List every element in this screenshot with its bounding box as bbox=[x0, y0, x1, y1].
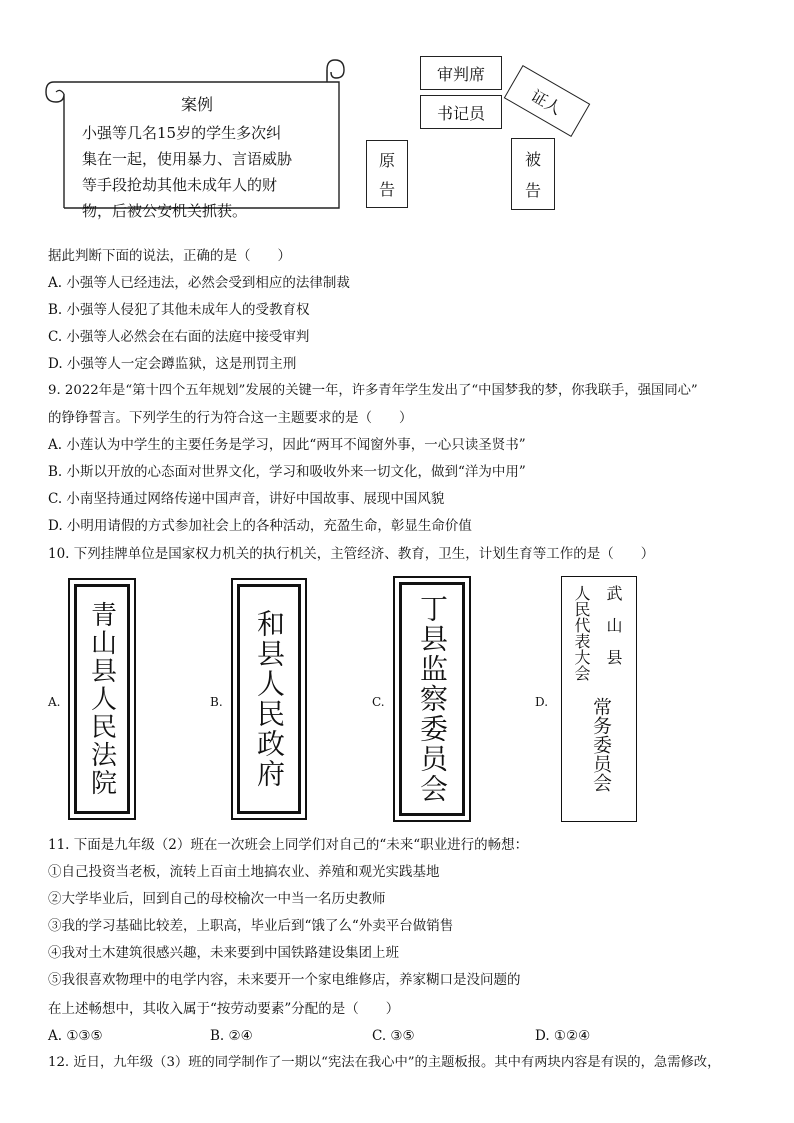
defendant-char: 被 bbox=[524, 150, 541, 169]
sign-c-board bbox=[399, 582, 465, 816]
q10-label-a: A. bbox=[48, 695, 61, 709]
q9-option-c: C. 小南坚持通过网络传递中国声音，讲好中国故事、展现中国风貌 bbox=[48, 491, 445, 507]
sign-d-county-text: 武 山 县 bbox=[604, 585, 623, 665]
q10-stem: 10. 下列挂牌单位是国家权力机关的执行机关，主管经济、教育，卫生，计划生育等工作的是（ ） bbox=[48, 546, 655, 562]
q11-item-4: ④我对土木建筑很感兴趣，未来要到中国铁路建设集团上班 bbox=[48, 945, 399, 961]
defendant-box bbox=[511, 138, 555, 210]
plaintiff-char: 原 bbox=[378, 151, 395, 170]
q9-stem-line2: 的铮铮誓言。下列学生的行为符合这一主题要求的是（ ） bbox=[48, 410, 413, 426]
case-line: 集在一起，使用暴力、言语威胁 bbox=[82, 150, 293, 168]
witness-stand: 证人 bbox=[504, 65, 591, 137]
judge-bench: 审判席 bbox=[420, 56, 502, 90]
q11-stem: 11. 下面是九年级（2）班在一次班会上同学们对自己的“未来“职业进行的畅想： bbox=[48, 837, 529, 853]
q11-item-3: ③我的学习基础比较差，上职高，毕业后到“饿了么“外卖平台做销售 bbox=[48, 918, 454, 934]
q9-option-d: D. 小明用请假的方式参加社会上的各种活动，充盈生命，彰显生命价值 bbox=[48, 518, 472, 534]
sign-b-board bbox=[237, 584, 301, 814]
q11-question: 在上述畅想中，其收入属于“按劳动要素”分配的是（ ） bbox=[48, 1001, 400, 1017]
case-line: 等手段抢劫其他未成年人的财 bbox=[82, 176, 278, 194]
case-line: 小强等几名15岁的学生多次纠 bbox=[82, 124, 282, 142]
sign-d-left-text: 人民代表大会 bbox=[572, 585, 591, 681]
plaintiff-box bbox=[366, 140, 408, 208]
q10-label-c: C. bbox=[372, 695, 385, 709]
defendant-char: 告 bbox=[524, 181, 541, 200]
q9-option-a: A. 小莲认为中学生的主要任务是学习，因此“两耳不闻窗外事，一心只读圣贤书” bbox=[48, 437, 526, 453]
case-title: 案例 bbox=[181, 95, 214, 114]
clerk-desk: 书记员 bbox=[420, 95, 502, 129]
case-text bbox=[82, 120, 342, 224]
q11-item-2: ②大学毕业后，回到自己的母校榆次一中当一名历史教师 bbox=[48, 891, 386, 907]
q11-option-c: C. ③⑤ bbox=[372, 1028, 415, 1044]
q11-item-5: ⑤我很喜欢物理中的电学内容，未来要开一个家电维修店，养家糊口是没问题的 bbox=[48, 972, 521, 988]
case-line: 物，后被公安机关抓获。 bbox=[82, 202, 248, 220]
sign-d-board bbox=[566, 581, 632, 817]
q9-stem-line1: 9. 2022年是“第十四个五年规划”发展的关键一年，许多青年学生发出了“中国梦我的梦，你我联手，强国同心” bbox=[48, 383, 698, 398]
sign-a-text: 青山县人民法院 bbox=[86, 601, 117, 797]
sign-b-text: 和县人民政府 bbox=[253, 609, 286, 789]
q8-option-d: D. 小强等人一定会蹲监狱，这是刑罚主刑 bbox=[48, 356, 297, 372]
sign-a-board bbox=[74, 584, 130, 814]
sign-d-committee-text: 常务委员会 bbox=[590, 697, 612, 792]
q8-option-a: A. 小强等人已经违法，必然会受到相应的法律制裁 bbox=[48, 275, 350, 291]
q8-stem: 据此判断下面的说法，正确的是（ ） bbox=[48, 248, 291, 264]
q8-option-b: B. 小强等人侵犯了其他未成年人的受教育权 bbox=[48, 302, 310, 318]
q11-option-a: A. ①③⑤ bbox=[48, 1028, 103, 1044]
plaintiff-char: 告 bbox=[378, 180, 395, 199]
q11-option-b: B. ②④ bbox=[210, 1028, 253, 1044]
q10-label-b: B. bbox=[210, 695, 223, 709]
q10-label-d: D. bbox=[535, 695, 549, 709]
q12-stem: 12. 近日，九年级（3）班的同学制作了一期以“宪法在我心中”的主题板报。其中有两块内容是有误的，急需修改， bbox=[48, 1055, 721, 1070]
q11-item-1: ①自己投资当老板，流转上百亩土地搞农业、养殖和观光实践基地 bbox=[48, 864, 440, 880]
sign-c-text: 丁县监察委员会 bbox=[416, 594, 449, 804]
q11-option-d: D. ①②④ bbox=[535, 1028, 591, 1044]
q8-option-c: C. 小强等人必然会在右面的法庭中接受审判 bbox=[48, 329, 310, 345]
q9-option-b: B. 小斯以开放的心态面对世界文化，学习和吸收外来一切文化，做到“洋为中用” bbox=[48, 464, 526, 480]
